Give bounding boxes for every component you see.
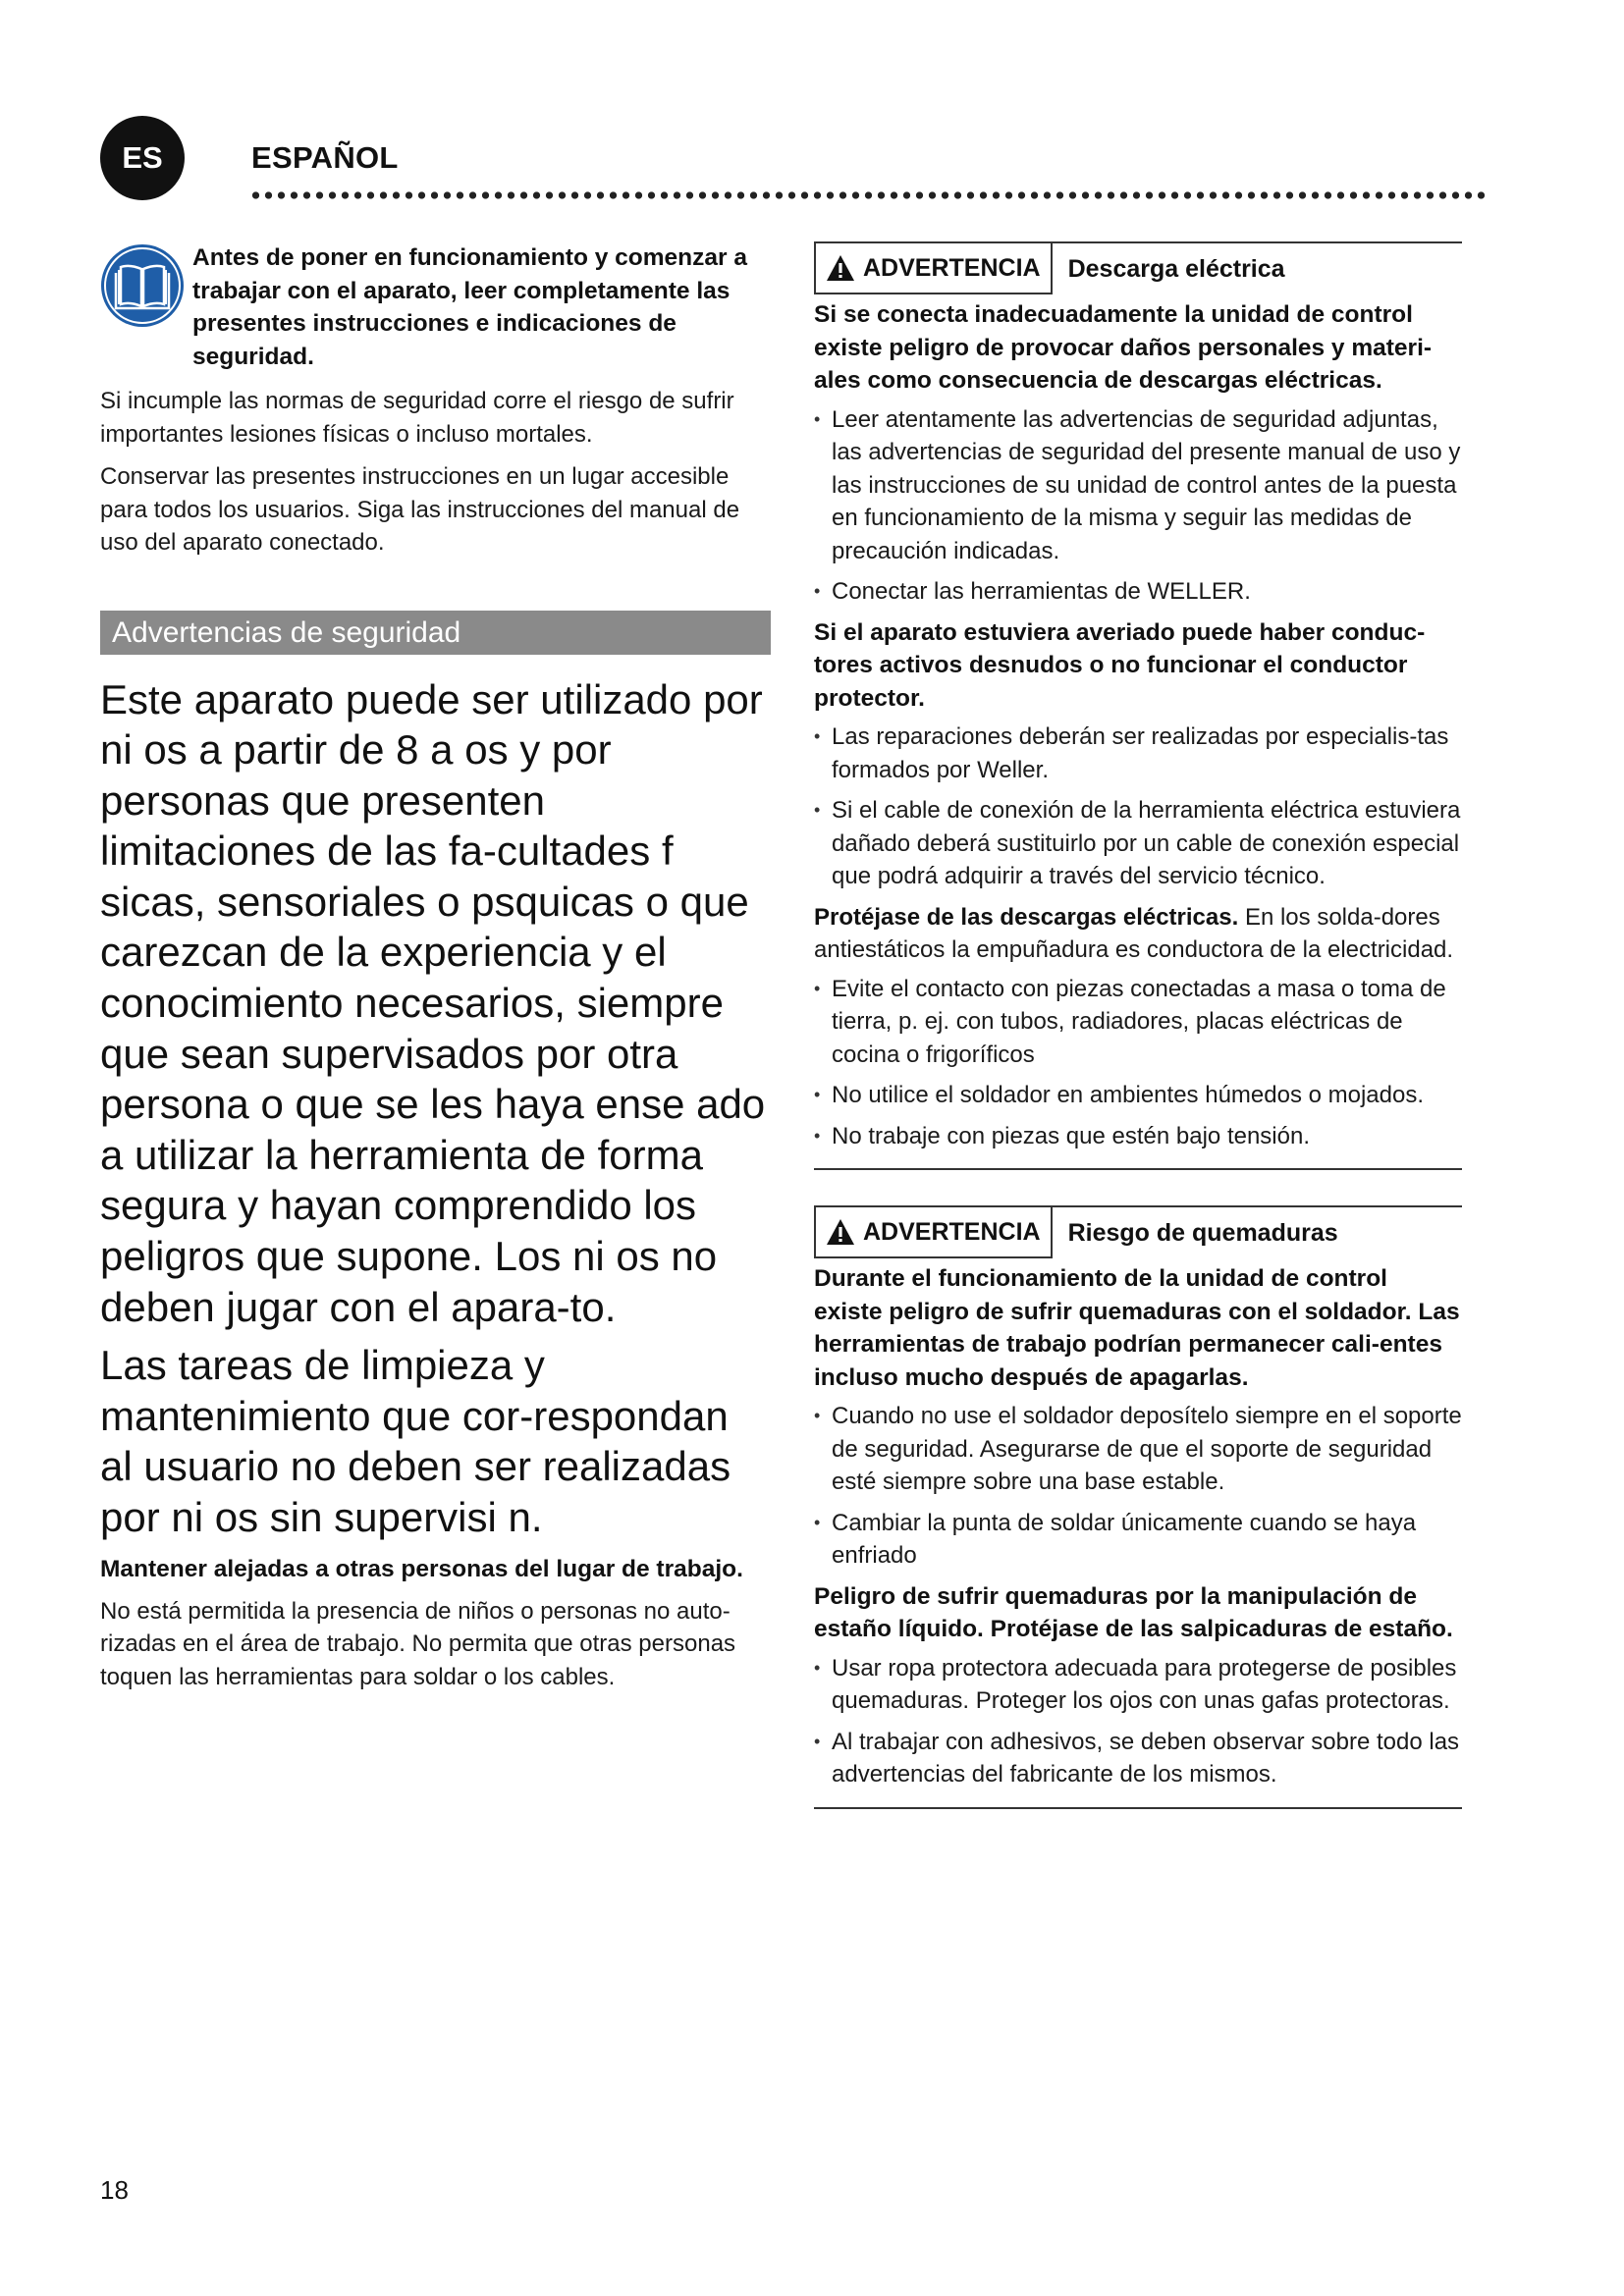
warning-label-box <box>814 243 1053 294</box>
language-title: ESPAÑOL <box>251 140 399 175</box>
warning-title: Riesgo de quemaduras <box>1067 1218 1338 1247</box>
right-column <box>814 241 1462 1809</box>
bullet-list <box>814 1652 1462 1791</box>
protect-paragraph <box>814 901 1462 967</box>
list-item: • Si el cable de conexión de la herramienta eléctrica estuviera dañado deberá sustituirlo por un cable de conexión especial que podrá adquirir a través del servicio técnico. <box>814 794 1462 893</box>
list-item: • No trabaje con piezas que estén bajo tensión. <box>814 1120 1462 1153</box>
safety-bold-line: Mantener alejadas a otras personas del lugar de trabajo. <box>100 1555 743 1582</box>
warning-electric-shock <box>814 241 1462 1170</box>
warning-header <box>814 1207 1462 1258</box>
list-item: • No utilice el soldador en ambientes húmedos o mojados. <box>814 1079 1462 1112</box>
list-item: • Usar ropa protectora adecuada para protegerse de posibles quemaduras. Proteger los ojos con unas gafas protectoras. <box>814 1652 1462 1718</box>
warning-label: ADVERTENCIA <box>863 253 1041 282</box>
warning-triangle-icon <box>826 254 855 282</box>
warning-header <box>814 243 1462 294</box>
warning-bold-text: Si el aparato estuviera averiado puede haber conduc-tores activos desnudos o no funcionar el conductor protector. <box>814 618 1426 712</box>
list-item: • Conectar las herramientas de WELLER. <box>814 575 1462 609</box>
left-column <box>100 241 771 1693</box>
page-number: 18 <box>100 2175 129 2205</box>
bullet-list <box>814 1400 1462 1573</box>
protect-text: En los solda-dores antiestáticos la empuñadura es conductora de la electricidad. <box>814 903 1454 963</box>
list-item: • Evite el contacto con piezas conectadas a masa o toma de tierra, p. ej. con tubos, radiadores, placas eléctricas de cocina o frigoríficos <box>814 973 1462 1072</box>
safety-large-text-1: Este aparato puede ser utilizado por ni os a partir de 8 a os y por personas que presenten limitaciones de las fa-cultades f sicas, sensoriales o psquicas o que carezcan de la experiencia y el conocimiento necesarios, siempre que sean supervisados por otra persona o que se les haya ense ado a utilizar la herramienta de forma segura y hayan comprendido los peligros que supone. Los ni os no deben jugar con el apara-to. <box>100 675 766 1330</box>
list-item: • Al trabajar con adhesivos, se deben observar sobre todo las advertencias del fabricante de los mismos. <box>814 1726 1462 1791</box>
warning-label-box <box>814 1207 1053 1258</box>
list-item: • Cambiar la punta de soldar únicamente cuando se haya enfriado <box>814 1507 1462 1573</box>
protect-bold: Protéjase de las descargas eléctricas. <box>814 903 1239 931</box>
language-badge: ES <box>100 116 185 200</box>
bullet-list <box>814 721 1462 893</box>
intro-paragraph-2: Conservar las presentes instrucciones en un lugar accesible para todos los usuarios. Siga las instrucciones del manual de uso del aparato conectado. <box>100 463 740 556</box>
safety-large-text-2: Las tareas de limpieza y mantenimiento que cor-respondan al usuario no deben ser realizadas por ni os sin supervisi n. <box>100 1342 731 1540</box>
warning-label: ADVERTENCIA <box>863 1217 1041 1246</box>
bullet-list <box>814 973 1462 1153</box>
warning-title: Descarga eléctrica <box>1067 254 1285 283</box>
list-item: • Las reparaciones deberán ser realizadas por especialis-tas formados por Weller. <box>814 721 1462 786</box>
warning-triangle-icon <box>826 1218 855 1246</box>
safety-section-heading: Advertencias de seguridad <box>100 611 771 655</box>
list-item: • Leer atentamente las advertencias de seguridad adjuntas, las advertencias de seguridad del presente manual de uso y las instrucciones de su unidad de control antes de la puesta en funcionamiento de la misma y seguir las medidas de precaución indicadas. <box>814 403 1462 568</box>
list-item: • Cuando no use el soldador deposítelo siempre en el soporte de seguridad. Asegurarse de que el soporte de seguridad esté siempre sobre una base estable. <box>814 1400 1462 1499</box>
safety-paragraph: No está permitida la presencia de niños o personas no auto-rizadas en el área de trabajo. No permita que otras personas toquen las herramientas para soldar o los cables. <box>100 1597 736 1690</box>
warning-bold-text: Peligro de sufrir quemaduras por la manipulación de estaño líquido. Protéjase de las salpicaduras de estaño. <box>814 1582 1453 1642</box>
dotted-divider <box>249 189 1487 201</box>
warning-burn-risk <box>814 1205 1462 1809</box>
warning-bold-text: Durante el funcionamiento de la unidad de control existe peligro de sufrir quemaduras con el soldador. Las herramientas de trabajo podrían permanecer cali-entes incluso mucho después de apagarlas. <box>814 1265 1460 1391</box>
bullet-list <box>814 403 1462 609</box>
warning-bold-text: Si se conecta inadecuadamente la unidad de control existe peligro de provocar daños personales y materi-ales como consecuencia de descargas eléctricas. <box>814 301 1433 394</box>
read-manual-icon <box>100 243 185 328</box>
intro-paragraph-1: Si incumple las normas de seguridad corre el riesgo de sufrir importantes lesiones físicas o incluso mortales. <box>100 388 734 448</box>
intro-bold-text: Antes de poner en funcionamiento y comenzar a trabajar con el aparato, leer completamente las presentes instrucciones e indicaciones de seguridad. <box>192 244 747 370</box>
intro-notice <box>100 241 771 373</box>
